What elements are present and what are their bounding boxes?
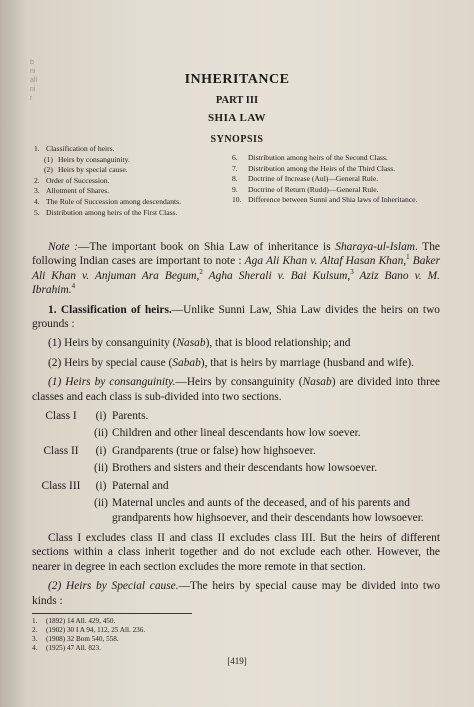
footnote: 3. (1908) 32 Bom 540, 558.: [32, 634, 119, 643]
synopsis-item: 3. Allotment of Shares.: [34, 186, 110, 196]
synopsis-item: 6. Distribution among heirs of the Second Class.: [232, 153, 388, 162]
class-list: [32, 409, 440, 525]
ground-special-cause: (2) Heirs by special cause (Sabab), that is heirs by marriage (husband and wife).: [48, 356, 414, 369]
footnote: 2. (1902) 30 I A 94, 112, 25 All. 236.: [32, 625, 146, 634]
note-paragraph: Note :—The important book on Shia Law of inheritance is Sharaya-ul-Islam. The following Indian cases are important to note : Aga Ali Khan v. Altaf Hasan Khan,$^1$ Baker Ali Khan v. Anjuman Ara Begum,$^2$ Agha Sherali v. Bai Kulsum,$^3$ Aziz Bano v. M. Ibrahim.$^4$: [32, 241, 440, 297]
part-subtitle: SHIA LAW: [207, 112, 267, 124]
margin-bleed-text: b ni all ni r: [30, 59, 38, 102]
synopsis-left-column: [34, 144, 216, 218]
synopsis-item: (2) Heirs by special cause.: [44, 165, 128, 175]
class-row: Class I (i) Parents.: [45, 410, 149, 423]
synopsis-item: 1. Classification of heirs.: [34, 144, 115, 153]
footnotes: [32, 617, 440, 653]
body-text: [32, 240, 440, 653]
consanguinity-paragraph: (1) Heirs by consanguinity.—Heirs by consanguinity (Nasab) are divided into three classes and each class is sub-divided into two sections.: [32, 376, 440, 403]
part-number: PART III: [215, 95, 259, 106]
section-classification: 1. Classification of heirs.—Unlike Sunni Law, Shia Law divides the heirs on two grounds :: [32, 303, 441, 331]
footnote: 1. (1892) 14 All. 429, 450.: [32, 616, 116, 625]
synopsis-item: 10. Difference between Sunni and Shia laws of Inheritance.: [232, 195, 418, 205]
synopsis-item: 5. Distribution among heirs of the First Class.: [34, 207, 178, 217]
synopsis-item: 4. The Rule of Succession among descendants.: [34, 196, 181, 206]
special-cause-paragraph: (2) Heirs by Special cause.—The heirs by special cause may be divided into two kinds :: [32, 580, 441, 607]
class-row: (ii) Brothers and sisters and their descendants how lowsoever.: [94, 462, 378, 475]
class-row: (ii) Maternal uncles and aunts of the deceased, and of his parents and grandparents how highsoever, and their descendants how lowsoever.: [94, 497, 424, 524]
synopsis-right-column: [232, 153, 442, 206]
synopsis-item: 9. Doctrine of Return (Rudd)—General Rule.: [232, 184, 379, 194]
class-row: Class II (i) Grandparents (true or false) how highsoever.: [43, 444, 316, 457]
page-number: [419]: [227, 656, 247, 666]
synopsis-heading: SYNOPSIS: [210, 134, 264, 145]
synopsis-item: 2. Order of Succession.: [34, 175, 110, 185]
synopsis-item: 8. Doctrine of Increase (Aul)—General Rule.: [232, 174, 379, 184]
synopsis-item: (1) Heirs by consanguinity.: [44, 154, 130, 164]
class-exclusion-paragraph: Class I excludes class II and class II excludes class III. But the heirs of different sections within a class inherit together and do not exclude each other. However, the nearer in degree in each section excludes the more remote in that section.: [32, 531, 440, 573]
footnote-divider: [32, 613, 192, 614]
class-row: Class III (i) Paternal and: [41, 479, 169, 492]
footnote: 4. (1925) 47 All. 823.: [32, 643, 101, 652]
ground-consanguinity: (1) Heirs by consanguinity (Nasab), that is blood relationship; and: [48, 337, 351, 350]
synopsis-item: 7. Distribution among the Heirs of the Third Class.: [232, 163, 396, 173]
chapter-title: INHERITANCE: [184, 72, 290, 87]
class-row: (ii) Children and other lineal descendants how low soever.: [94, 427, 361, 440]
